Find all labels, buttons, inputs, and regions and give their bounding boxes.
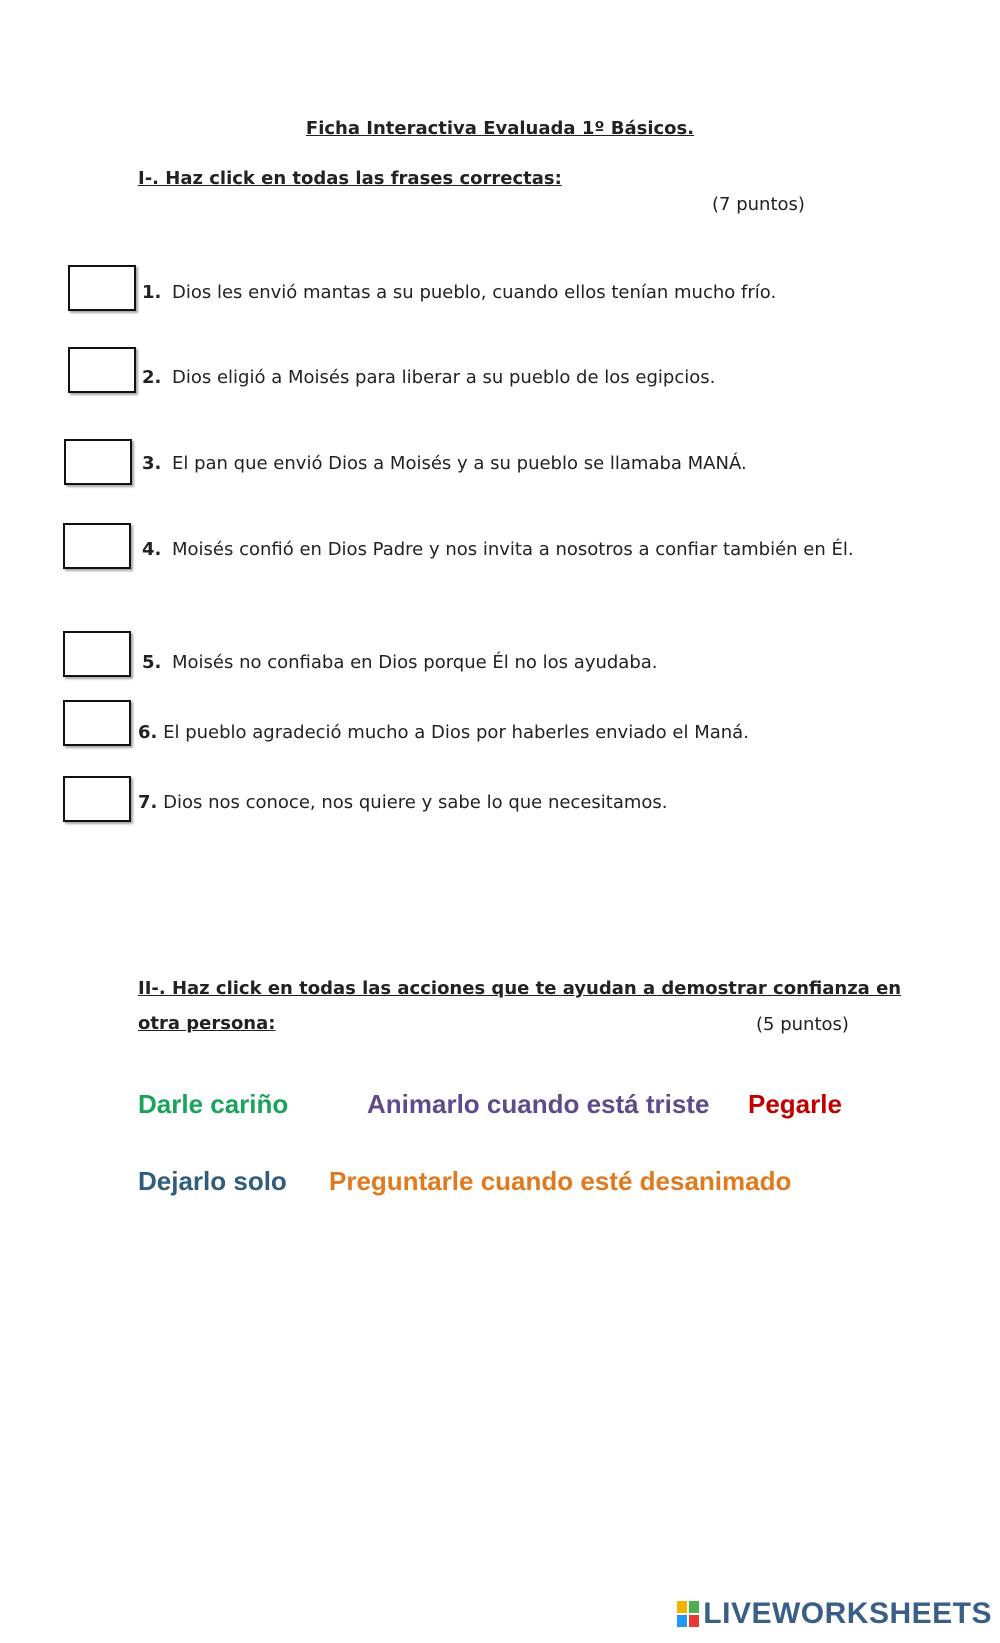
logo-mark-square: [689, 1601, 699, 1613]
section-2-points: (5 puntos): [756, 1014, 849, 1035]
statement-6-number: 6.: [138, 722, 158, 743]
section-1-points: (7 puntos): [712, 194, 805, 215]
statement-2-number: 2.: [142, 367, 162, 388]
logo-text: LIVEWORKSHEETS: [703, 1597, 992, 1630]
statement-3-text: El pan que envió Dios a Moisés y a su pueblo se llamaba MANÁ.: [172, 453, 747, 474]
action-preguntarle[interactable]: Preguntarle cuando esté desanimado: [329, 1166, 792, 1196]
answer-box-3[interactable]: [64, 439, 132, 485]
action-dejarlo-solo[interactable]: Dejarlo solo: [138, 1166, 287, 1196]
statement-5: [142, 649, 862, 676]
logo-mark-square: [677, 1601, 687, 1613]
statement-7-number: 7.: [138, 792, 158, 813]
statement-7-text: Dios nos conoce, nos quiere y sabe lo que necesitamos.: [163, 792, 668, 813]
answer-box-1[interactable]: [68, 265, 136, 311]
statement-5-text: Moisés no confiaba en Dios porque Él no los ayudaba.: [172, 652, 658, 673]
answer-box-4[interactable]: [63, 523, 131, 569]
statement-3: [142, 450, 862, 477]
page-title: Ficha Interactiva Evaluada 1º Básicos.: [305, 118, 695, 139]
logo-mark-square: [689, 1615, 699, 1627]
statement-4-text: Moisés confió en Dios Padre y nos invita a nosotros a confiar también en Él.: [172, 539, 854, 560]
statement-3-number: 3.: [142, 453, 162, 474]
section-2-heading-line-2: otra persona:: [138, 1013, 276, 1034]
statement-4: [142, 536, 862, 563]
statement-1-text: Dios les envió mantas a su pueblo, cuando ellos tenían mucho frío.: [172, 282, 777, 303]
action-animarlo[interactable]: Animarlo cuando está triste: [367, 1089, 710, 1119]
statement-7: [138, 789, 868, 816]
section-2-heading-line-1: II-. Haz click en todas las acciones que te ayudan a demostrar confianza en: [138, 978, 902, 999]
statement-1-number: 1.: [142, 282, 162, 303]
statement-5-number: 5.: [142, 652, 162, 673]
liveworksheets-logo: [677, 1597, 992, 1631]
action-pegarle[interactable]: Pegarle: [748, 1089, 842, 1119]
statement-6-text: El pueblo agradeció mucho a Dios por haberles enviado el Maná.: [163, 722, 749, 743]
statement-2: [142, 364, 862, 391]
answer-box-5[interactable]: [63, 631, 131, 677]
statement-1: [142, 279, 862, 306]
section-1-heading: I-. Haz click en todas las frases correctas:: [138, 168, 562, 189]
logo-mark-square: [677, 1615, 687, 1627]
answer-box-7[interactable]: [63, 776, 131, 822]
logo-mark-icon: [677, 1601, 699, 1627]
answer-box-2[interactable]: [68, 347, 136, 393]
statement-6: [138, 719, 868, 746]
answer-box-6[interactable]: [63, 700, 131, 746]
action-darle-carino[interactable]: Darle cariño: [138, 1089, 289, 1119]
statement-4-number: 4.: [142, 539, 162, 560]
statement-2-text: Dios eligió a Moisés para liberar a su pueblo de los egipcios.: [172, 367, 716, 388]
